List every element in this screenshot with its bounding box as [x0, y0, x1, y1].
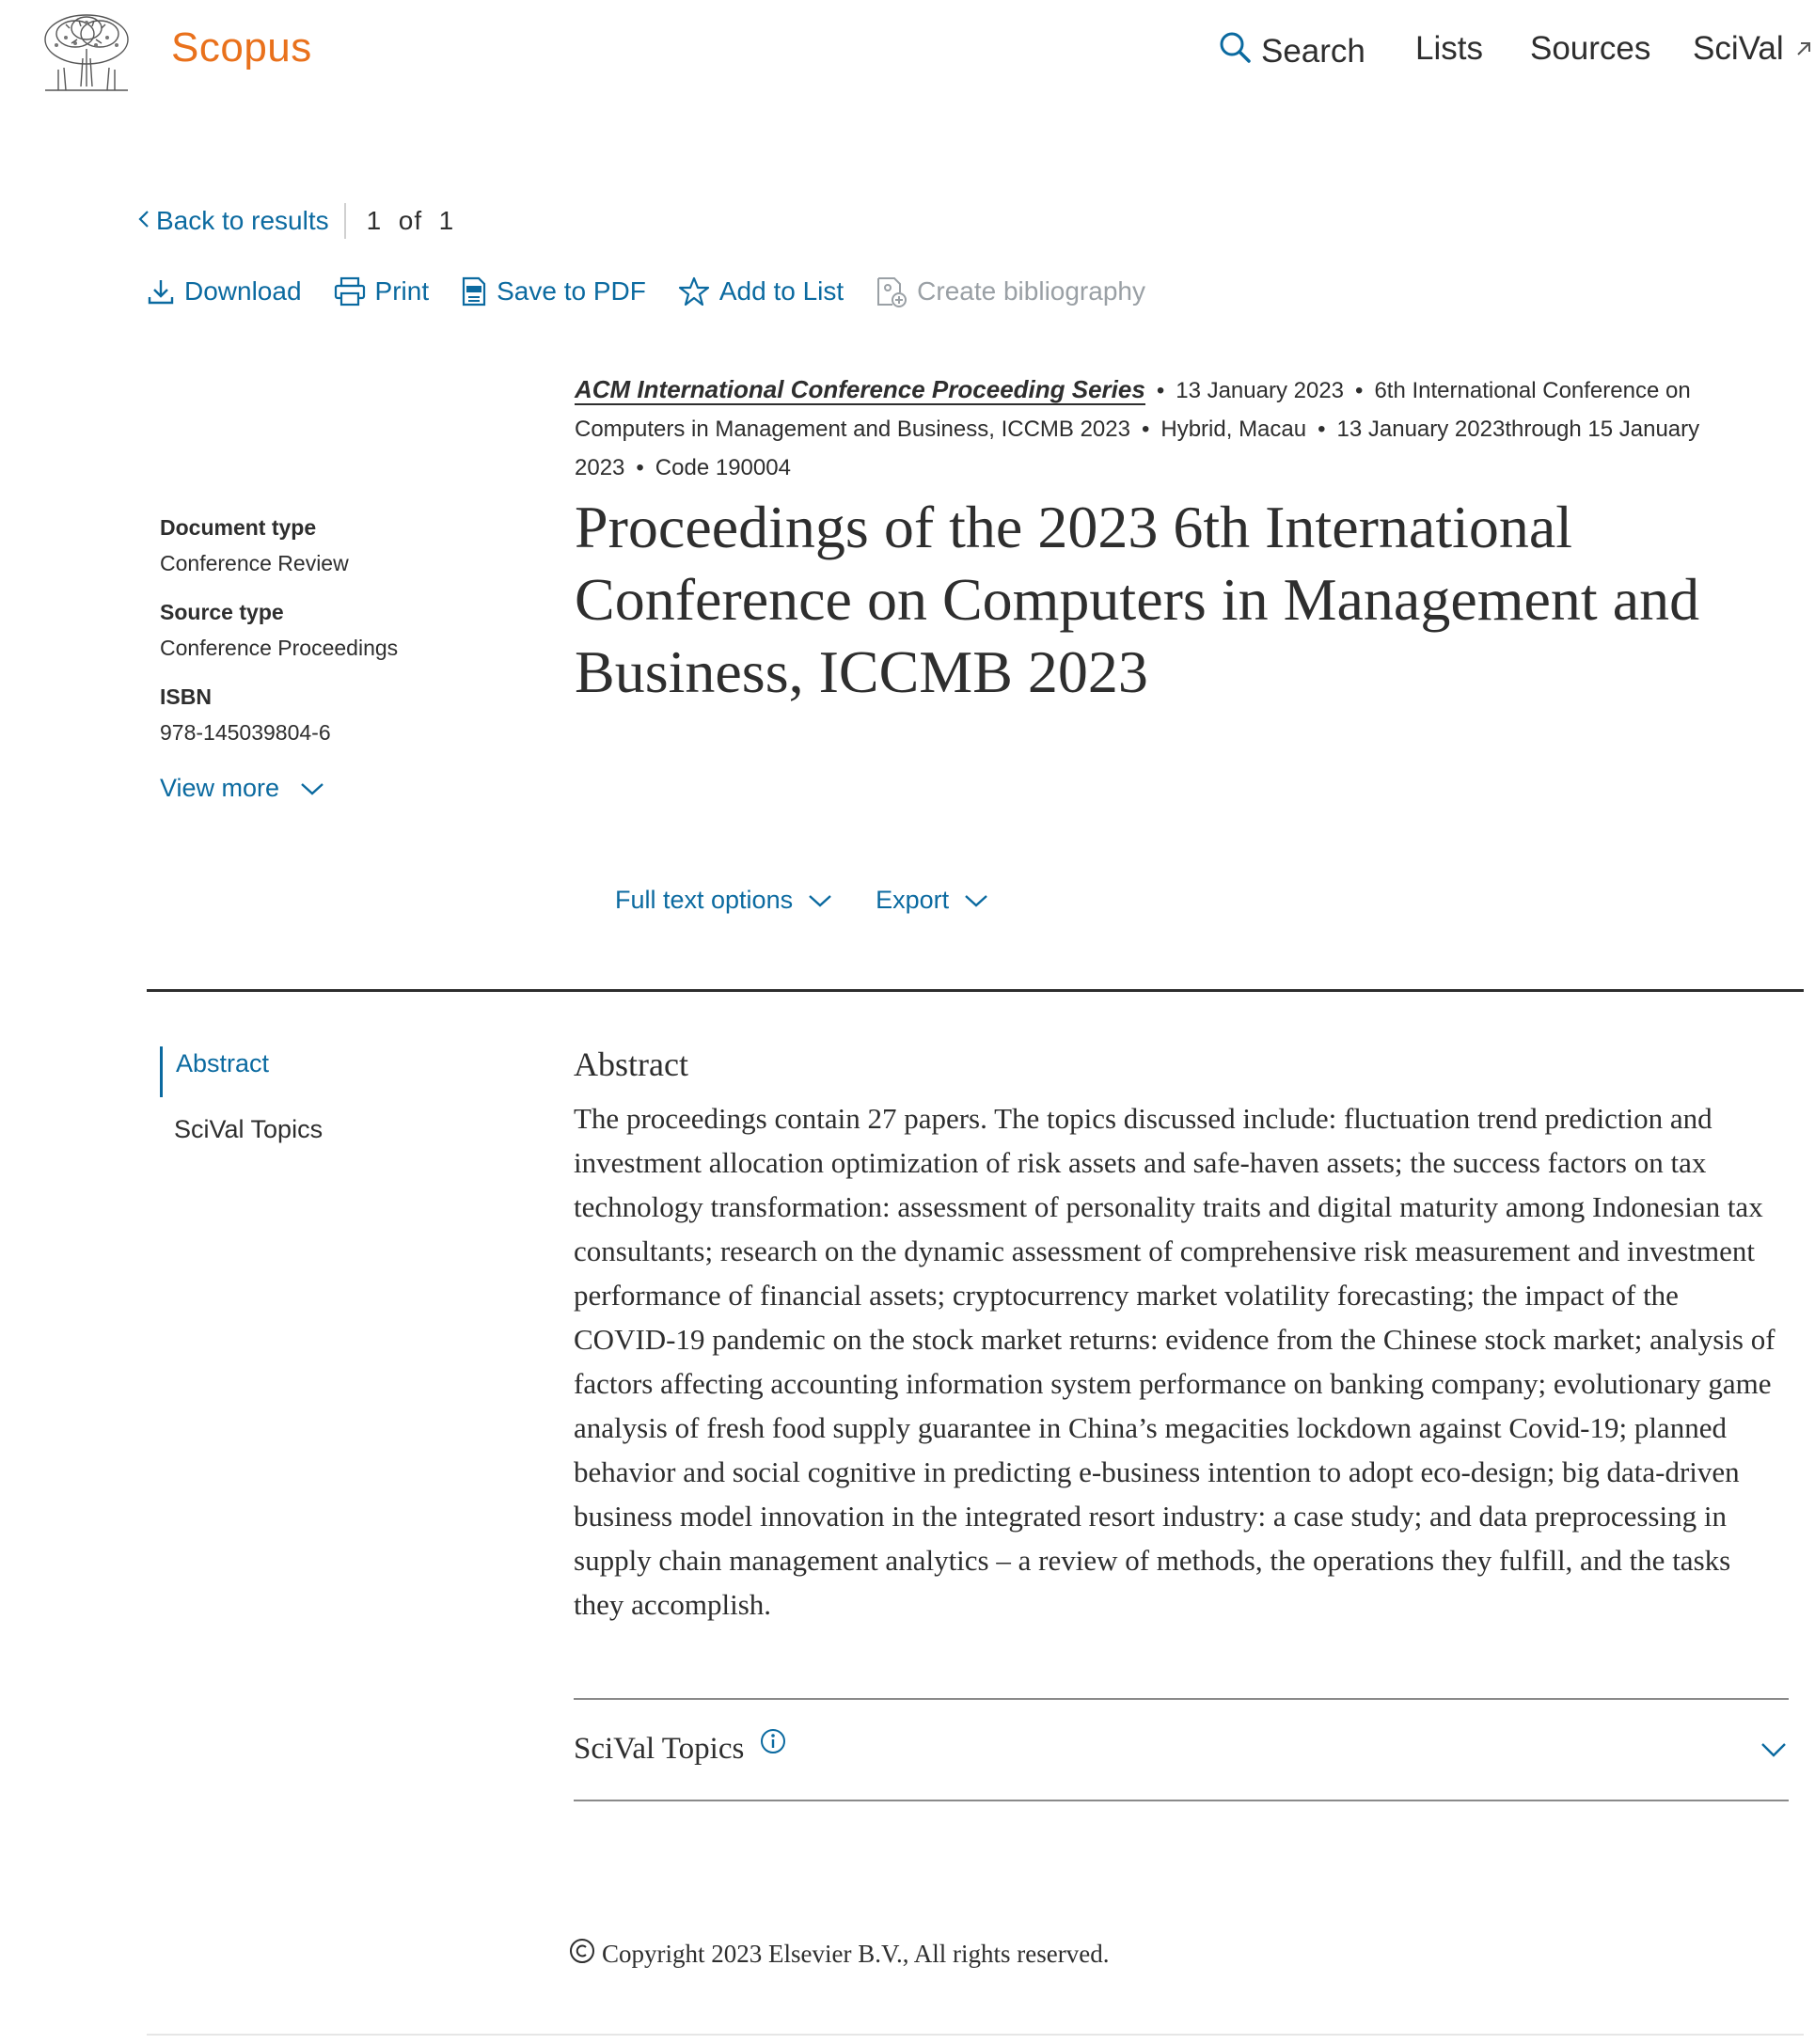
copyright-text: Copyright 2023 Elsevier B.V., All rights reserved.	[602, 1940, 1110, 1968]
view-more-label: View more	[160, 774, 280, 802]
document-toolbar	[147, 275, 1177, 307]
source-type-label: Source type	[160, 600, 284, 624]
conference-code: Code 190004	[655, 455, 791, 480]
export-button[interactable]	[876, 886, 988, 915]
abstract-heading: Abstract	[574, 1046, 688, 1083]
star-icon	[678, 275, 710, 307]
sidenav-scival-topics[interactable]: SciVal Topics	[174, 1115, 324, 1143]
divider	[574, 1800, 1789, 1801]
isbn-label: ISBN	[160, 684, 212, 709]
document-options	[615, 886, 1032, 915]
full-text-options-label: Full text options	[615, 886, 794, 914]
document-title: Proceedings of the 2023 6th International Conference on Computers in Management and Business, ICCMB 2023	[575, 494, 1700, 705]
save-to-pdf-button[interactable]	[461, 276, 646, 307]
create-bibliography-button[interactable]	[876, 275, 1145, 307]
scival-topics-accordion[interactable]	[574, 1732, 1789, 1767]
scival-topics-label: SciVal Topics	[574, 1732, 745, 1766]
download-button[interactable]	[147, 276, 302, 307]
back-to-results-label: Back to results	[156, 206, 329, 235]
results-navigation	[137, 203, 454, 239]
document-type-label: Document type	[160, 515, 317, 540]
source-type-value: Conference Proceedings	[160, 636, 399, 660]
bibliography-icon	[876, 275, 908, 307]
save-to-pdf-label: Save to PDF	[497, 276, 646, 306]
source-metadata: ACM International Conference Proceeding Series • 13 January 2023 • 6th International Conference on Computers in Management and Business, ICCMB 2023 • Hybrid, Macau • 13 January 2023through 15 January 2023 • Code 190004	[575, 375, 1700, 480]
download-icon	[147, 277, 175, 306]
nav-scival-label: SciVal	[1693, 30, 1784, 67]
document-type-value: Conference Review	[160, 551, 349, 575]
divider	[574, 1698, 1789, 1700]
series-link[interactable]: ACM International Conference Proceeding Series	[575, 375, 1145, 403]
conference-name: 6th International Conference on Computers in Management and Business, ICCMB 2023	[575, 378, 1691, 442]
sidenav-abstract[interactable]: Abstract	[160, 1046, 269, 1097]
nav-lists[interactable]: Lists	[1415, 30, 1483, 67]
add-to-list-button[interactable]	[678, 275, 844, 307]
nav-search[interactable]	[1218, 30, 1365, 72]
footer-divider	[147, 2034, 1804, 2036]
full-text-options-button[interactable]	[615, 886, 832, 915]
pdf-icon	[461, 276, 487, 307]
copyright-icon	[568, 1937, 596, 1972]
divider	[344, 203, 346, 239]
nav-sources[interactable]: Sources	[1530, 30, 1651, 67]
chevron-down-icon	[808, 886, 832, 915]
abstract-text: The proceedings contain 27 papers. The topics discussed include: fluctuation trend prediction and investment allocation optimization of risk assets and safe-haven assets; the success factors on tax technology transformation: assessment of personality traits and digital maturity among Indonesian tax consultants; research on the dynamic assessment of comprehensive risk measurement and investment performance of financial assets; cryptocurrency market volatility forecasting; the impact of the COVID-19 pandemic on the stock market returns: evidence from the Chinese stock market; analysis of factors affecting accounting information system performance on banking company; evolutionary game analysis of fresh food supply guarantee in China’s megacities lockdown against Covid-19; planned behavior and social cognitive in predicting e-business intention to adopt eco-design; big data-driven business model innovation in the integrated resort industry: a case study; and data preprocessing in supply chain management analytics – a review of methods, the operations they fulfill, and the tasks they accomplish.	[574, 1102, 1776, 1621]
chevron-down-icon	[300, 774, 324, 803]
print-button[interactable]	[334, 276, 430, 307]
conference-dates: 13 January 2023through 15 January 2023	[575, 417, 1700, 480]
chevron-down-icon[interactable]	[1760, 1741, 1787, 1763]
print-icon	[334, 276, 366, 307]
result-pager: 1 of 1	[366, 206, 455, 235]
publication-date: 13 January 2023	[1176, 378, 1345, 403]
nav-search-label: Search	[1261, 32, 1365, 70]
nav-scival[interactable]	[1693, 30, 1814, 68]
download-label: Download	[184, 276, 302, 306]
info-icon[interactable]	[759, 1727, 787, 1760]
export-label: Export	[876, 886, 950, 914]
create-bibliography-label: Create bibliography	[917, 276, 1145, 306]
isbn-value: 978-145039804-6	[160, 720, 331, 745]
search-icon	[1218, 30, 1252, 72]
external-link-icon	[1793, 30, 1814, 68]
view-more-button[interactable]	[160, 774, 324, 803]
chevron-down-icon	[964, 886, 988, 915]
print-label: Print	[374, 276, 430, 306]
copyright-notice	[568, 1937, 1109, 1972]
chevron-left-icon	[137, 206, 150, 236]
scopus-brand[interactable]: Scopus	[171, 24, 312, 71]
conference-location: Hybrid, Macau	[1160, 417, 1307, 442]
back-to-results-link[interactable]	[137, 206, 329, 236]
elsevier-logo[interactable]	[38, 11, 134, 94]
section-divider	[147, 989, 1804, 992]
add-to-list-label: Add to List	[718, 276, 844, 306]
